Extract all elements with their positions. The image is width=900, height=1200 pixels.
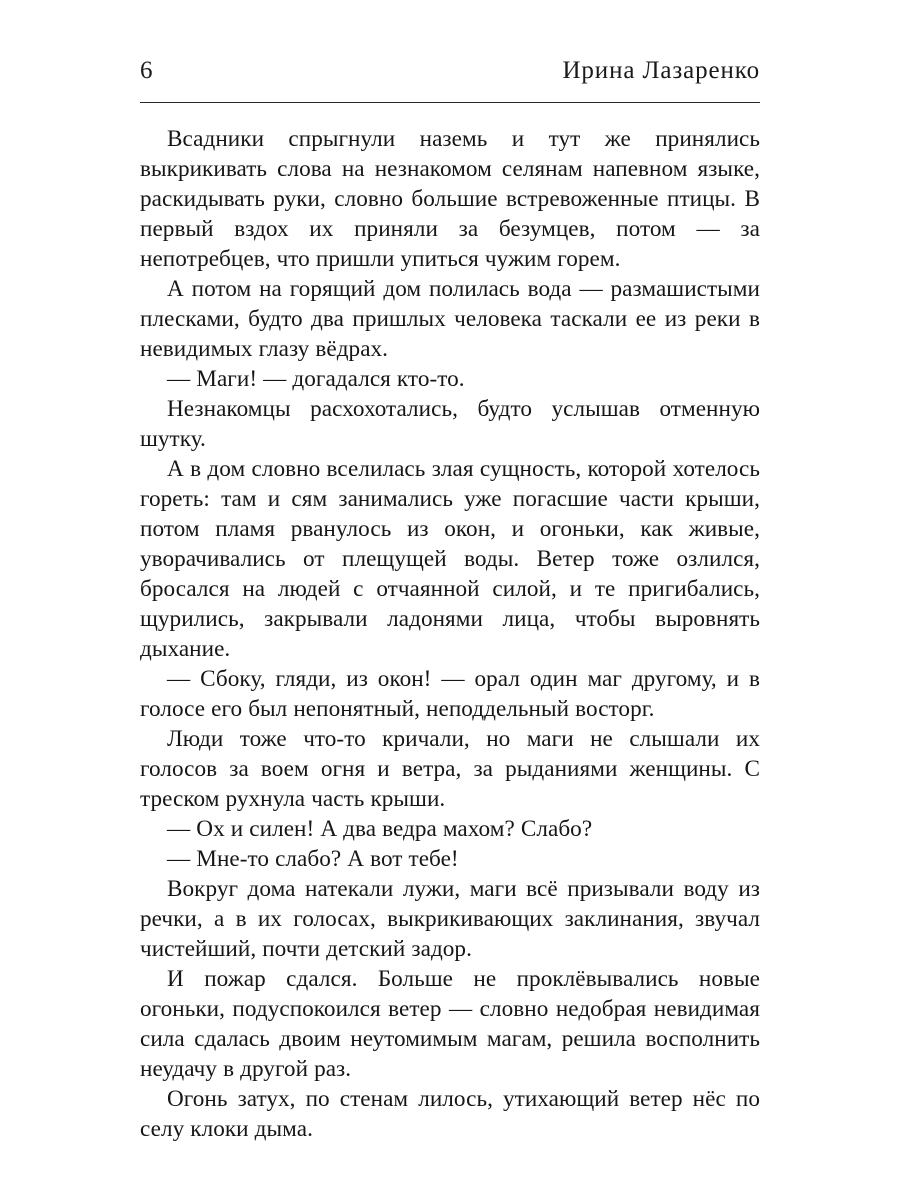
author-name: Ирина Лазаренко — [562, 57, 760, 84]
dialogue-line: — Ох и силен! А два ведра махом? Слабо? — [167, 816, 593, 842]
paragraph: А в дом словно вселилась злая сущность, которой хотелось гореть: там и сям занимались уже погасшие части крыши, потом пламя рванулось из окон, и огоньки, как живые, уворачивались от плещущей воды. Ветер тоже озлился, бросался на людей с отчаянной силой, и те пригибались, щурились, закрывали ладонями лица, чтобы выровнять дыхание. — [140, 456, 760, 662]
dialogue-line: — Мне-то слабо? А вот тебе! — [167, 846, 459, 872]
paragraph: Огонь затух, по стенам лилось, утихающий ветер нёс по селу клоки дыма. — [140, 1086, 760, 1142]
paragraph: Вокруг дома натекали лужи, маги всё призывали воду из речки, а в их голосах, выкрикивающих заклинания, звучал чистейший, почти детский задор. — [140, 876, 760, 962]
paragraph: Всадники спрыгнули наземь и тут же принялись выкрикивать слова на незнакомом селянам напевном языке, раскидывать руки, словно большие встревоженные птицы. В первый вздох их приняли за безумцев, потом — за непотребцев, что пришли упиться чужим горем. — [140, 126, 760, 272]
dialogue-line: — Сбоку, гляди, из окон! — орал один маг другому, и в голосе его был непонятный, неподдельный восторг. — [140, 666, 760, 722]
dialogue-line: — Маги! — догадался кто-то. — [167, 366, 465, 392]
paragraph: И пожар сдался. Больше не проклёвывались новые огоньки, подуспокоился ветер — словно недобрая невидимая сила сдалась двоим неутомимым магам, решила восполнить неудачу в другой раз. — [140, 966, 760, 1082]
body-text-block — [140, 124, 760, 1144]
paragraph: Люди тоже что-то кричали, но маги не слышали их голосов за воем огня и ветра, за рыданиями женщины. С треском рухнула часть крыши. — [140, 726, 760, 812]
paragraph: А потом на горящий дом полилась вода — размашистыми плесками, будто два пришлых человека таскали ее из реки в невидимых глазу вёдрах. — [140, 276, 760, 362]
running-head — [140, 58, 760, 83]
paragraph: Незнакомцы расхохотались, будто услышав отменную шутку. — [140, 396, 760, 452]
page-number: 6 — [140, 57, 153, 84]
header-rule — [140, 102, 760, 103]
